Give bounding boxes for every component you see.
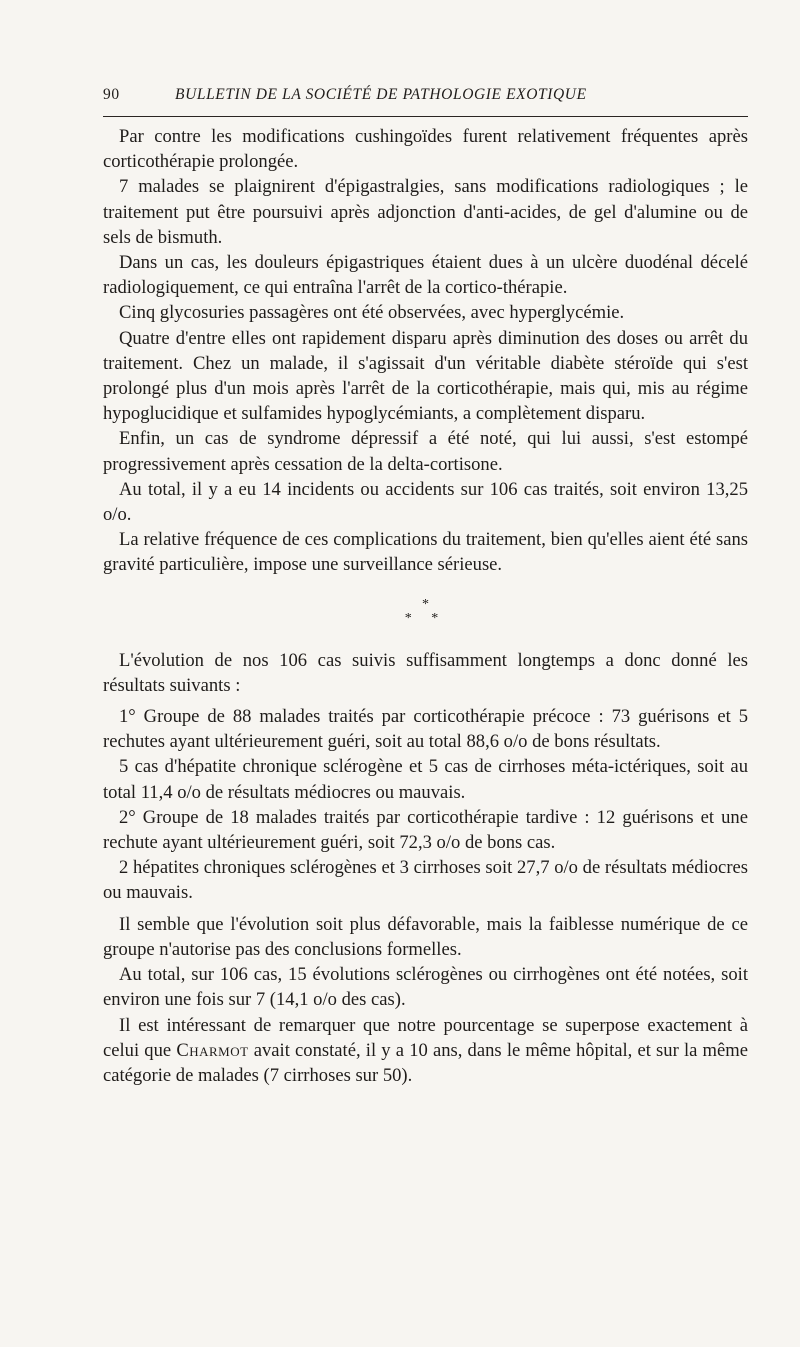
paragraph: Dans un cas, les douleurs épigastriques étaient dues à un ulcère duodénal décelé radiologiquement, ce qui entraîna l'arrêt de la cortico-thérapie. bbox=[103, 252, 748, 299]
paragraph: La relative fréquence de ces complications du traitement, bien qu'elles aient été sans gravité particulière, impose une surveillance sérieuse. bbox=[103, 529, 748, 576]
running-title: BULLETIN DE LA SOCIÉTÉ DE PATHOLOGIE EXOTIQUE bbox=[175, 86, 587, 103]
separator-star-top: * bbox=[422, 596, 429, 612]
paragraph: Il semble que l'évolution soit plus défavorable, mais la faiblesse numérique de ce groupe n'autorise pas des conclusions formelles. bbox=[103, 913, 748, 960]
paragraph: 2 hépatites chroniques sclérogènes et 3 cirrhoses soit 27,7 o/o de résultats médiocres ou mauvais. bbox=[103, 857, 748, 904]
body-text bbox=[103, 124, 748, 1088]
paragraph: 5 cas d'hépatite chronique sclérogène et 5 cas de cirrhoses méta-ictériques, soit au total 11,4 o/o de résultats médiocres ou mauvais. bbox=[103, 756, 748, 803]
paragraph: 1° Groupe de 88 malades traités par corticothérapie précoce : 73 guérisons et 5 rechutes ayant ultérieurement guéri, soit au total 88,6 o/o de bons résultats. bbox=[103, 706, 748, 753]
paragraph: Au total, il y a eu 14 incidents ou accidents sur 106 cas traités, soit environ 13,25 o/o. bbox=[103, 478, 748, 526]
paragraph: 2° Groupe de 18 malades traités par corticothérapie tardive : 12 guérisons et une rechute ayant ultérieurement guéri, soit 72,3 o/o de bons cas. bbox=[103, 806, 748, 854]
separator-stars-bottom: * * bbox=[404, 610, 447, 626]
paragraph: Quatre d'entre elles ont rapidement disparu après diminution des doses ou arrêt du traitement. Chez un malade, il s'agissait d'un véritable diabète stéroïde qui s'est prolongé plus d'un mois après l'arrêt de la corticothérapie, mais qui, mis au régime hypoglucidique et sulfamides hypoglycémiants, a complètement disparu. bbox=[103, 327, 748, 425]
text-run: Il est intéressant de remarquer que notre pourcentage se superpose exactement à celui que bbox=[103, 1014, 748, 1061]
header-rule bbox=[103, 116, 748, 117]
paragraph: Enfin, un cas de syndrome dépressif a été noté, qui lui aussi, s'est estompé progressivement après cessation de la delta-cortisone. bbox=[103, 428, 748, 475]
paragraph: Cinq glycosuries passagères ont été observées, avec hyperglycémie. bbox=[119, 302, 625, 324]
paragraph bbox=[103, 1013, 748, 1089]
section-separator bbox=[103, 588, 748, 648]
author-name: Charmot bbox=[176, 1039, 249, 1061]
paragraph: L'évolution de nos 106 cas suivis suffisamment longtemps a donc donné les résultats suivants : bbox=[103, 649, 748, 696]
text-run: avait constaté, il y a 10 ans, dans le même hôpital, et sur la même catégorie de malades (7 cirrhoses sur 50). bbox=[103, 1039, 748, 1086]
paragraph: Au total, sur 106 cas, 15 évolutions sclérogènes ou cirrhogènes ont été notées, soit environ une fois sur 7 (14,1 o/o des cas). bbox=[103, 964, 748, 1011]
page-header bbox=[103, 86, 748, 110]
page-number: 90 bbox=[103, 86, 120, 103]
paragraph: Par contre les modifications cushingoïdes furent relativement fréquentes après corticothérapie prolongée. bbox=[103, 126, 748, 173]
paragraph: 7 malades se plaignirent d'épigastralgies, sans modifications radiologiques ; le traitement put être poursuivi après adjonction d'anti-acides, de gel d'alumine ou de sels de bismuth. bbox=[103, 176, 748, 248]
